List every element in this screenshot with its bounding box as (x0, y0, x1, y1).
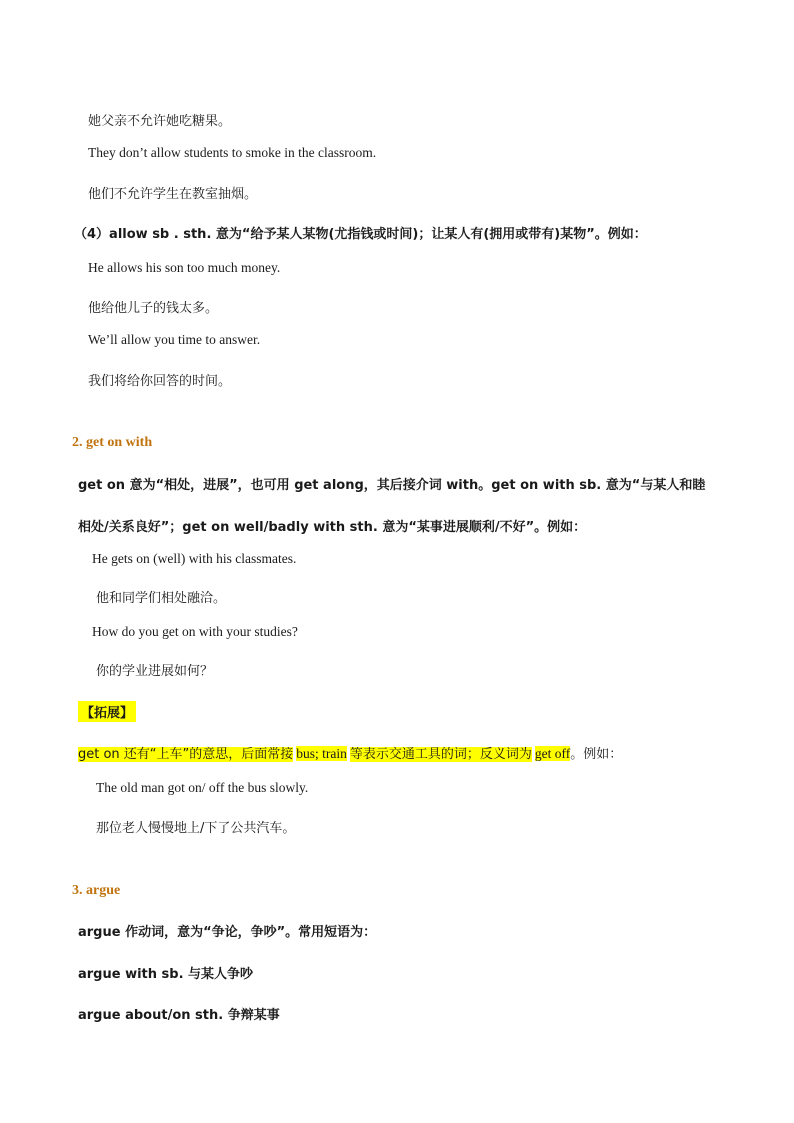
highlight-span: 等表示交通工具的词；反义词为 (349, 747, 532, 762)
extension-tail: 。例如： (570, 747, 623, 762)
section-heading: 3. argue (72, 883, 121, 898)
example-translation: 我们将给你回答的时间。 (88, 374, 232, 389)
phrase-item: argue about/on sth. 争辩某事 (78, 1008, 280, 1023)
extension-label: 【拓展】 (78, 701, 136, 722)
example-translation: 他和同学们相处融洽。 (96, 591, 227, 606)
usage-note: 相处/关系良好”；get on well/badly with sth. 意为“某事进展顺利/不好”。例如： (78, 520, 587, 535)
example-sentence: We’ll allow you time to answer. (88, 332, 261, 347)
example-sentence: How do you get on with your studies? (92, 624, 298, 639)
example-translation: 他们不允许学生在教室抽烟。 (88, 187, 258, 202)
example-translation: 她父亲不允许她吃糖果。 (88, 114, 232, 129)
example-sentence: He gets on (well) with his classmates. (92, 551, 297, 566)
example-translation: 他给他儿子的钱太多。 (88, 301, 219, 316)
extension-note (78, 743, 622, 762)
example-translation: 那位老人慢慢地上/下了公共汽车。 (96, 821, 296, 836)
example-translation: 你的学业进展如何？ (96, 664, 214, 679)
example-sentence: They don’t allow students to smoke in the classroom. (88, 145, 377, 160)
highlight-span: get on 还有“上车”的意思，后面常接 (78, 747, 294, 762)
highlight-span: get off (534, 746, 571, 761)
usage-note: argue 作动词，意为“争论，争吵”。常用短语为： (78, 925, 377, 940)
phrase-item: argue with sb. 与某人争吵 (78, 967, 254, 982)
highlight-span: bus; train (296, 746, 347, 761)
section-heading: 2. get on with (72, 435, 153, 450)
example-sentence: He allows his son too much money. (88, 260, 281, 275)
usage-note: get on 意为“相处，进展”，也可用 get along，其后接介词 with。get on with sb. 意为“与某人和睦 (78, 478, 706, 493)
example-sentence: The old man got on/ off the bus slowly. (96, 780, 309, 795)
usage-note: （4）allow sb . sth. 意为“给予某人某物(尤指钱或时间)；让某人有(拥用或带有)某物”。例如： (74, 227, 647, 242)
